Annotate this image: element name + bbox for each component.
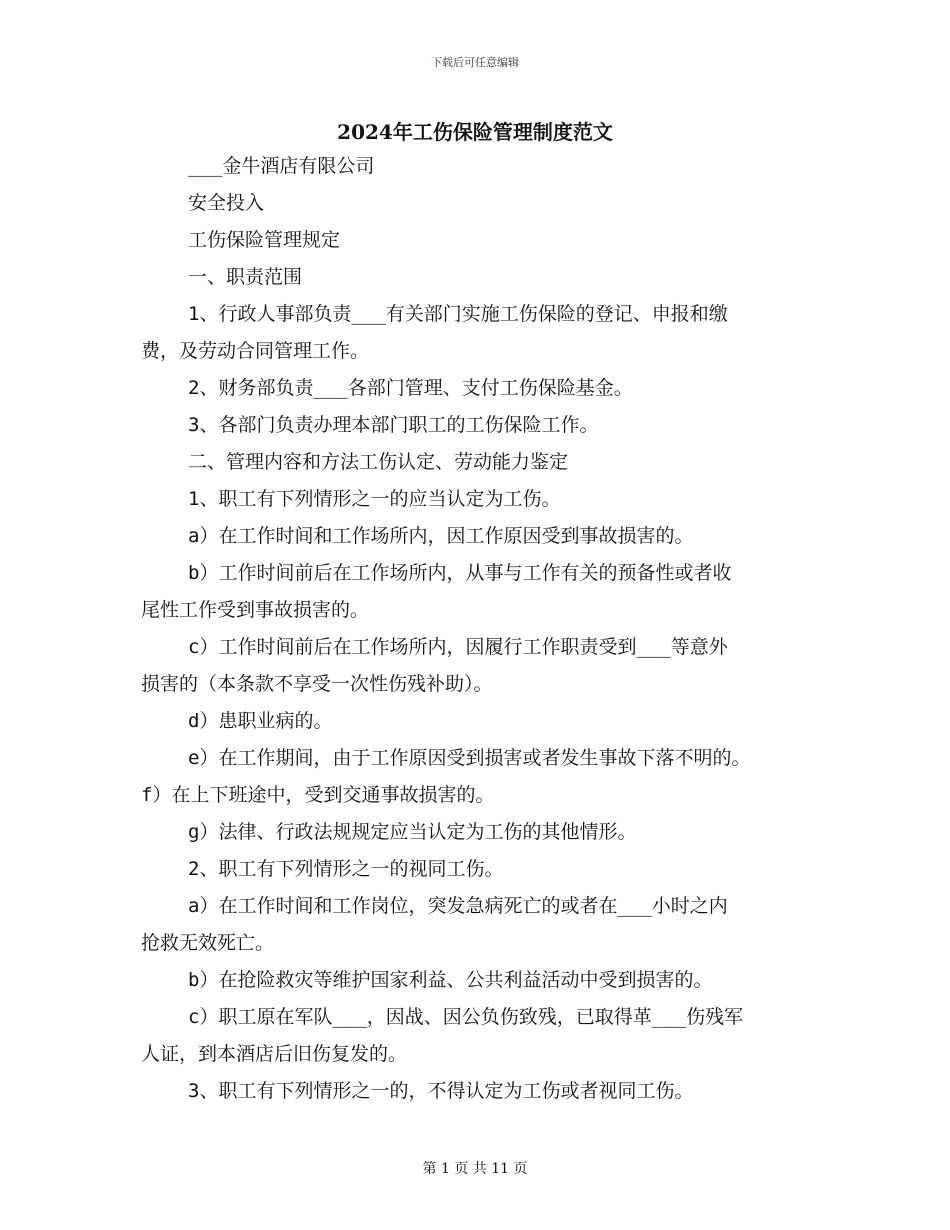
text-line: a）在工作时间和工作岗位，突发急病死亡的或者在___小时之内 <box>188 895 728 917</box>
text-line: a）在工作时间和工作场所内，因工作原因受到事故损害的。 <box>188 525 694 547</box>
text-line: 1、职工有下列情形之一的应当认定为工伤。 <box>188 488 561 510</box>
text-line: 3、各部门负责办理本部门职工的工伤保险工作。 <box>188 414 599 436</box>
text-line: 损害的（本条款不享受一次性伤残补助）。 <box>141 673 493 695</box>
text-line: b）工作时间前后在工作场所内，从事与工作有关的预备性或者收 <box>188 562 732 584</box>
text-line: 2、财务部负责___各部门管理、支付工伤保险基金。 <box>188 377 633 399</box>
text-line: 工伤保险管理规定 <box>188 229 341 251</box>
page-footer: 第 1 页 共 11 页 <box>422 1161 528 1177</box>
document-title: 2024年工伤保险管理制度范文 <box>337 120 613 144</box>
text-line: c）职工原在军队___，因战、因公负伤致残，已取得革___伤残军 <box>188 1006 744 1028</box>
text-line: g）法律、行政法规规定应当认定为工伤的其他情形。 <box>188 821 637 843</box>
text-line: 二、管理内容和方法工伤认定、劳动能力鉴定 <box>188 451 569 473</box>
text-line: 尾性工作受到事故损害的。 <box>141 599 370 621</box>
text-line: b）在抢险救灾等维护国家利益、公共利益活动中受到损害的。 <box>188 969 713 991</box>
document-body <box>141 148 841 1110</box>
text-line: e）在工作期间，由于工作原因受到损害或者发生事故下落不明的。 <box>188 747 751 769</box>
text-line: d）患职业病的。 <box>188 710 333 732</box>
text-line: c）工作时间前后在工作场所内，因履行工作职责受到___等意外 <box>188 636 728 658</box>
text-line: f）在上下班途中，受到交通事故损害的。 <box>141 784 495 806</box>
text-line: 1、行政人事部负责___有关部门实施工伤保险的登记、申报和缴 <box>188 303 728 325</box>
text-line: ___金牛酒店有限公司 <box>188 155 375 177</box>
text-line: 费，及劳动合同管理工作。 <box>141 340 370 362</box>
text-line: 一、职责范围 <box>188 266 303 288</box>
text-line: 3、职工有下列情形之一的，不得认定为工伤或者视同工伤。 <box>188 1080 694 1102</box>
text-line: 安全投入 <box>188 192 265 214</box>
text-line: 2、职工有下列情形之一的视同工伤。 <box>188 858 504 880</box>
page-header: 下载后可任意编辑 <box>431 56 519 69</box>
text-line: 人证，到本酒店后旧伤复发的。 <box>141 1043 408 1065</box>
text-line: 抢救无效死亡。 <box>141 932 275 954</box>
